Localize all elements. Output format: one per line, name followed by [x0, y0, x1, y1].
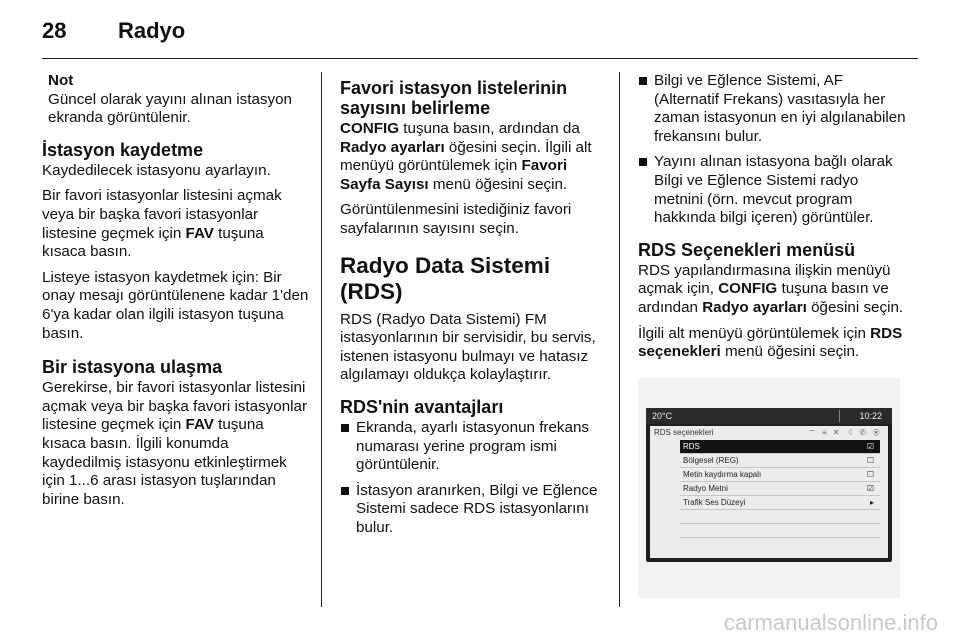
checked-checkbox-icon: ☑ [866, 484, 874, 493]
menu-item-traffic-volume[interactable]: Trafik Ses Düzeyi ▸ [680, 496, 880, 510]
rds-options-menu [650, 426, 888, 558]
clock-readout: 10:22 [859, 411, 882, 421]
heading-rds-advantages: RDS'nin avantajları [340, 396, 504, 417]
paragraph: Kaydedilecek istasyonu ayarlayın. [42, 161, 271, 179]
paragraph: Görüntülenmesini istediğiniz favori sayfalarının sayısını seçin. [340, 201, 572, 237]
bullet-icon [639, 158, 647, 166]
chapter-title: Radyo [118, 18, 186, 43]
header-divider [42, 58, 918, 59]
menu-item-rds[interactable]: RDS ☑ [680, 440, 880, 454]
menu-item-text-scroll-off[interactable]: Metin kaydırma kapalı ☐ [680, 468, 880, 482]
heading-save-station: İstasyon kaydetme [42, 139, 204, 160]
page-header [42, 18, 185, 48]
heading-favorite-lists: Favori istasyon listelerinin sayısını belirleme [340, 78, 568, 118]
fav-key: FAV [185, 416, 214, 434]
paragraph: RDS yapılandırmasına ilişkin menüyü açmak için, CONFIG tuşuna basın ve ardından Radyo ayarları öğesini seçin. [638, 261, 904, 316]
paragraph: Gerekirse, bir favori istasyonlar listesini açmak veya bir başka favori istasyonlar listesine geçmek için FAV tuşuna kısaca basın. İlgili konumda kaydedilmiş istasyonu etkinleştirmek için 1...6 arası istasyon tuşlarından birine basın. [42, 379, 308, 508]
fav-key: FAV [185, 224, 214, 242]
rds-options-screenshot [638, 378, 900, 598]
note-text: Güncel olarak yayını alınan istasyon ekranda görüntülenir. [48, 90, 292, 127]
bullet-icon [639, 77, 647, 85]
column-1 [42, 72, 310, 516]
paragraph: CONFIG tuşuna basın, ardından da Radyo ayarları öğesini seçin. İlgili alt menüyü görüntülemek için Favori Sayfa Sayısı menü öğesini seçin. [340, 120, 592, 193]
list-item: Ekranda, ayarlı istasyonun frekans numarası yerine program ismi görüntülenir. [340, 419, 608, 475]
status-bar [646, 408, 892, 424]
menu-item-empty [680, 510, 880, 524]
menu-item-regional[interactable]: Bölgesel (REG) ☐ [680, 454, 880, 468]
status-separator [839, 410, 840, 422]
paragraph: RDS (Radyo Data Sistemi) FM istasyonlarının bir servisidir, bu servis, istenen istasyonu bulmayı ve hatasız algılamayı oldukça kolaylaştırır. [340, 310, 596, 384]
heading-rds-options-menu: RDS Seçenekleri menüsü [638, 239, 856, 260]
note-title: Not [48, 72, 74, 89]
bullet-list [340, 419, 608, 538]
watermark: carmanualsonline.info [723, 610, 938, 635]
list-item: İstasyon aranırken, Bilgi ve Eğlence Sistemi sadece RDS istasyonlarını bulur. [340, 482, 608, 538]
column-divider-1 [321, 72, 322, 607]
heading-rds: Radyo Data Sistemi (RDS) [340, 252, 551, 304]
bullet-icon [341, 424, 349, 432]
list-item: Bilgi ve Eğlence Sistemi, AF (Alternatif Frekans) vasıtasıyla her zaman istasyonun en iyi algılanabilen frekansını bulur. [638, 72, 906, 146]
infotainment-screen [646, 408, 892, 562]
empty-checkbox-icon: ☐ [866, 456, 874, 465]
menu-item-radio-text[interactable]: Radyo Metni ☑ [680, 482, 880, 496]
list-item: Yayını alınan istasyona bağlı olarak Bilgi ve Eğlence Sistemi radyo metnini (örn. mevcut program hakkında bilgi içeren) görüntüler. [638, 153, 906, 227]
column-2 [340, 72, 608, 545]
paragraph: İlgili alt menüyü görüntülemek için RDS seçenekleri menü öğesini seçin. [638, 324, 903, 361]
note-box [42, 72, 310, 128]
empty-checkbox-icon: ☐ [866, 470, 874, 479]
page-number: 28 [42, 18, 67, 43]
column-3 [638, 72, 906, 369]
paragraph: Listeye istasyon kaydetmek için: Bir onay mesajı görüntülenene kadar 1'den 6'ya kadar olan ilgili istasyon tuşuna basın. [42, 268, 309, 342]
paragraph: Bir favori istasyonlar listesini açmak veya bir başka favori istasyonlar listesine geçmek için FAV tuşuna kısaca basın. [42, 187, 282, 261]
status-icons: ⌔ ≡ ✕ ◁ ✆ ◉ [808, 428, 882, 437]
menu-title: RDS seçenekleri [654, 428, 714, 437]
chevron-right-icon: ▸ [869, 498, 874, 507]
checked-checkbox-icon: ☑ [866, 442, 874, 451]
temperature-readout: 20°C [652, 411, 673, 421]
bullet-list [638, 72, 906, 228]
column-divider-2 [619, 72, 620, 607]
menu-item-empty [680, 524, 880, 538]
bullet-icon [341, 487, 349, 495]
heading-reach-station: Bir istasyona ulaşma [42, 357, 223, 378]
